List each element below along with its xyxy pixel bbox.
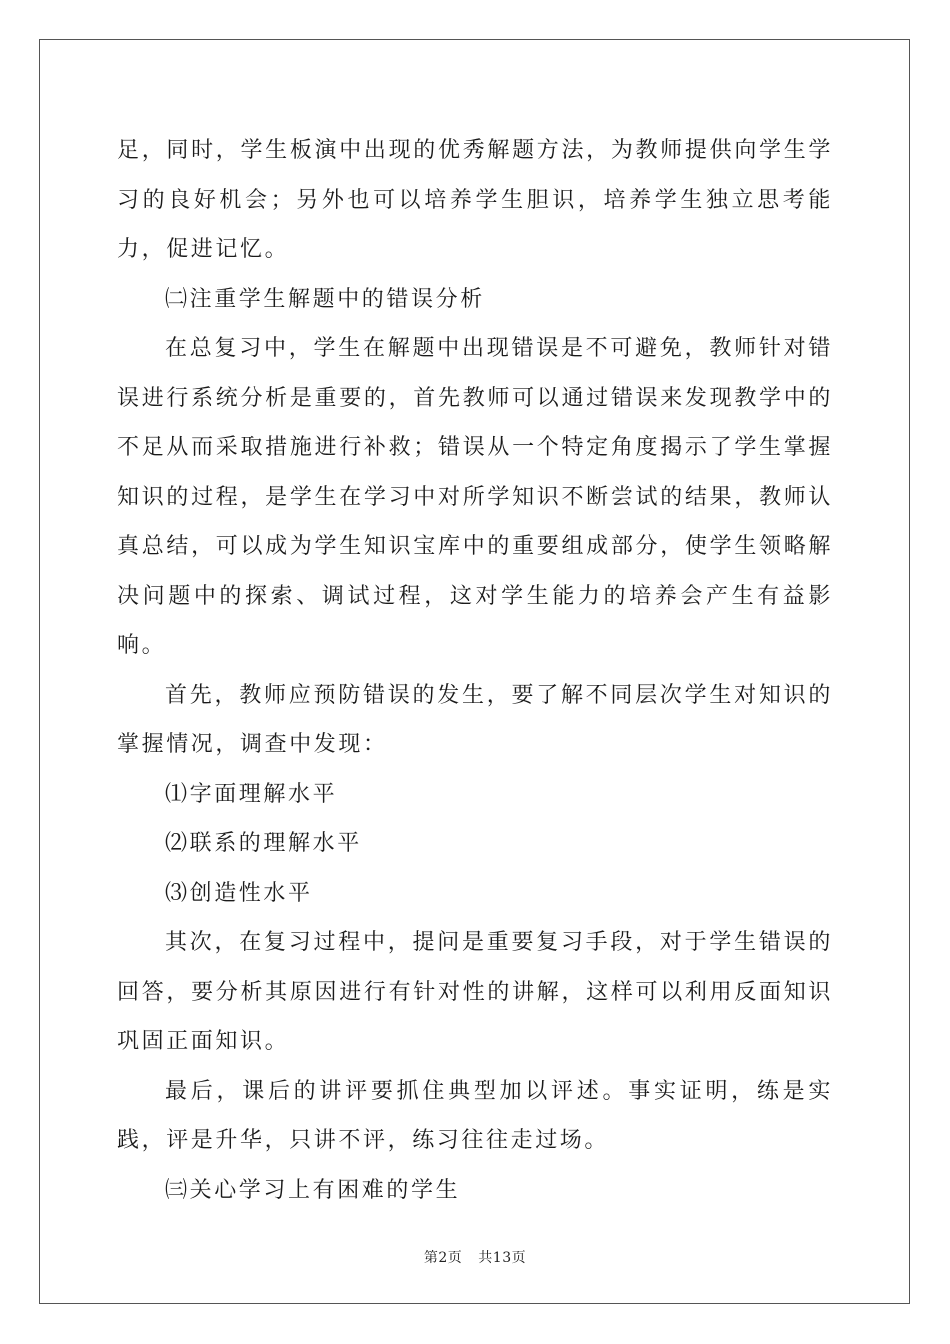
paragraph-1: 足，同时，学生板演中出现的优秀解题方法，为教师提供向学生学习的良好机会；另外也可以培养学生胆识，培养学生独立思考能力，促进记忆。 xyxy=(117,138,833,262)
list-item-2: ⑵联系的理解水平 xyxy=(165,831,362,856)
section-heading-2: ㈡注重学生解题中的错误分析 xyxy=(165,286,485,312)
document-body xyxy=(117,126,833,1215)
paragraph-8: 其次，在复习过程中，提问是重要复习手段，对于学生错误的回答，要分析其原因进行有针对性的讲解，这样可以利用反面知识巩固正面知识。 xyxy=(117,930,833,1054)
page-number: 第2页 xyxy=(423,1250,463,1266)
list-item-3: ⑶创造性水平 xyxy=(165,880,313,906)
paragraph-4: 首先，教师应预防错误的发生，要了解不同层次学生对知识的掌握情况，调查中发现： xyxy=(117,682,833,757)
page-footer xyxy=(0,1247,950,1267)
paragraph-9: 最后，课后的讲评要抓住典型加以评述。事实证明，练是实践，评是升华，只讲不评，练习往往走过场。 xyxy=(117,1078,833,1153)
list-item-1: ⑴字面理解水平 xyxy=(165,781,338,807)
total-pages: 共13页 xyxy=(478,1250,527,1266)
section-heading-3: ㈢关心学习上有困难的学生 xyxy=(165,1177,461,1203)
paragraph-3: 在总复习中，学生在解题中出现错误是不可避免，教师针对错误进行系统分析是重要的，首先教师可以通过错误来发现教学中的不足从而采取措施进行补救；错误从一个特定角度揭示了学生掌握知识的过程，是学生在学习中对所学知识不断尝试的结果，教师认真总结，可以成为学生知识宝库中的重要组成部分，使学生领略解决问题中的探索、调试过程，这对学生能力的培养会产生有益影响。 xyxy=(117,336,833,658)
